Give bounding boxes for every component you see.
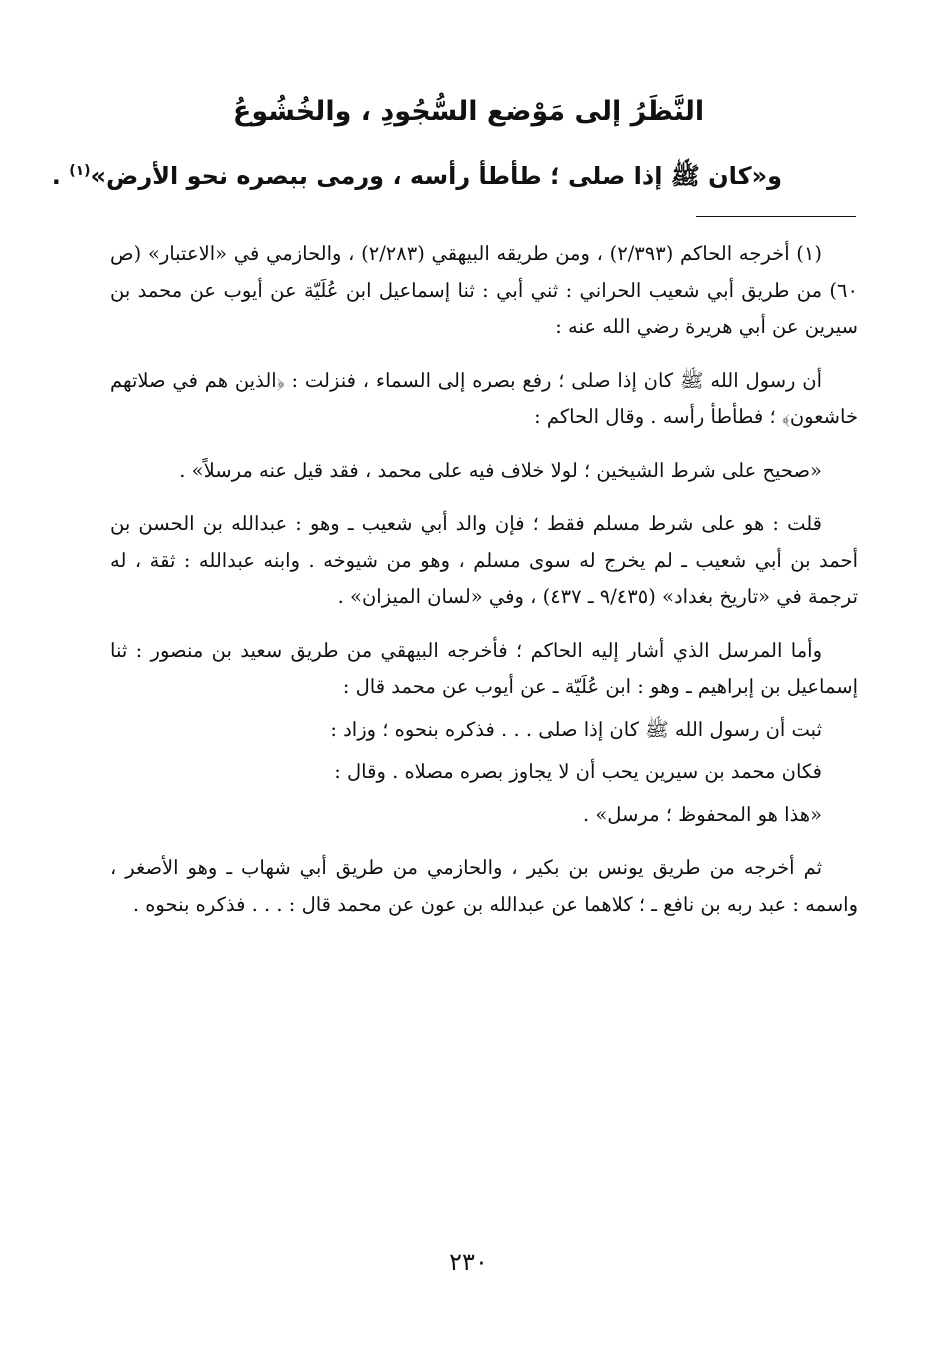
hadith-end: . bbox=[51, 162, 70, 190]
hadith-body: و«كان ﷺ إذا صلى ؛ طأطأ رأسه ، ورمى ببصره نحو الأرض» bbox=[90, 162, 782, 190]
footnote-separator bbox=[696, 216, 856, 217]
footnote-paragraph: «هذا هو المحفوظ ؛ مرسل» . bbox=[582, 802, 822, 826]
section-heading: النَّظَرُ إلى مَوْضع السُّجُودِ ، والخُشُوعُ bbox=[232, 96, 705, 127]
footnote-reference: (١) bbox=[69, 163, 91, 179]
page-number: ٢٣٠ bbox=[449, 1248, 488, 1276]
footnote-paragraph: ثم أخرجه من طريق يونس بن بكير ، والحازمي من طريق أبي شهاب ـ وهو الأصغر ، واسمه : عبد ربه بن نافع ـ ؛ كلاهما عن عبدالله بن عون عن محمد قال : . . . فذكره بنحوه . bbox=[110, 856, 858, 916]
footnote-paragraph: فكان محمد بن سيرين يحب أن لا يجاوز بصره مصلاه . وقال : bbox=[334, 760, 822, 783]
footnote-paragraph: قلت : هو على شرط مسلم فقط ؛ فإن والد أبي شعيب ـ وهو : عبدالله بن الحسن بن أحمد بن أبي شعيب ـ لم يخرج له سوى مسلم ، وهو من شيوخه . وابنه عبدالله : ثقة ، له ترجمة في «تاريخ بغداد» (٩/٤٣٥ ـ ٤٣٧) ، وفي «لسان الميزان» . bbox=[110, 512, 858, 608]
footnote-paragraph: ثبت أن رسول الله ﷺ كان إذا صلى . . . فذكره بنحوه ؛ وزاد : bbox=[330, 717, 822, 741]
footnote-paragraph: وأما المرسل الذي أشار إليه الحاكم ؛ فأخرجه البيهقي من طريق سعيد بن منصور : ثنا إسماعيل بن إبراهيم ـ وهو : ابن عُلَيّة ـ عن أيوب عن محمد قال : bbox=[110, 638, 858, 698]
footnote-paragraph: (١) أخرجه الحاكم (٢/٣٩٣) ، ومن طريقه البيهقي (٢/٢٨٣) ، والحازمي في «الاعتبار» (ص ٦٠) من طريق أبي شعيب الحراني : ثني أبي : ثنا إسماعيل ابن عُلَيّة عن أيوب عن محمد بن سيرين عن أبي هريرة رضي الله عنه : bbox=[110, 242, 858, 338]
hadith-text bbox=[51, 156, 782, 196]
footnote-paragraph: «صحيح على شرط الشيخين ؛ لولا خلاف فيه على محمد ، فقد قيل عنه مرسلاً» . bbox=[179, 458, 822, 482]
footnote-paragraph: أن رسول الله ﷺ كان إذا صلى ؛ رفع بصره إلى السماء ، فنزلت : ﴿الذين هم في صلاتهم خاشعون﴾ ؛ فطأطأ رأسه . وقال الحاكم : bbox=[110, 368, 858, 428]
footnotes-block bbox=[110, 236, 858, 940]
